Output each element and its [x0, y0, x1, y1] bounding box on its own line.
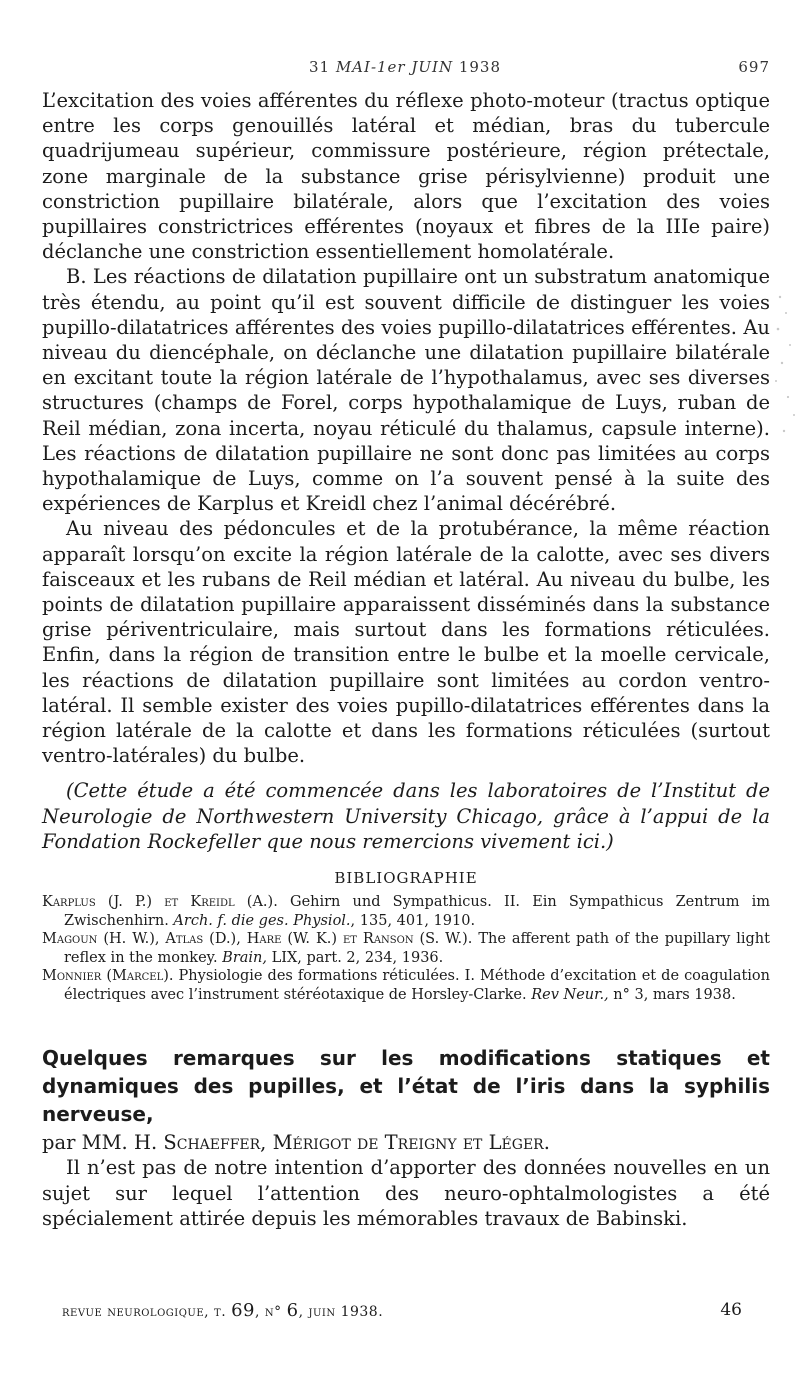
- journal-citation: revue neurologique, t. 69, n° 6, juin 1938.: [62, 1300, 384, 1321]
- reference-journal: Arch. f. die ges. Physiol.: [173, 912, 351, 929]
- page-edge-shadow: [772, 285, 800, 445]
- reference-journal: Rev Neur.,: [531, 986, 609, 1003]
- reference-item: Magoun (H. W.), Atlas (D.), Hare (W. K.) et Ranson (S. W.). The afferent path of the pupillary light reflex in the monkey. Brain, LIX, part. 2, 234, 1936.: [42, 931, 770, 966]
- bibliography-list: [42, 893, 770, 1004]
- bibliography-heading: BIBLIOGRAPHIE: [334, 869, 478, 888]
- date-italic: MAI-1er JUIN: [335, 58, 454, 76]
- reference-item: Karplus (J. P.) et Kreidl (A.). Gehirn und Sympathicus. II. Ein Sympathicus Zentrum im Zwischenhirn. Arch. f. die ges. Physiol., 135, 401, 1910.: [42, 894, 770, 929]
- article-intro: Il n’est pas de notre intention d’apporter des données nouvelles en un sujet sur lequel l’attention des neuro-ophtalmologistes a été spécialement attirée depuis les mémorables travaux de Babinski.: [42, 1156, 770, 1230]
- volume: 69: [231, 1300, 256, 1321]
- reference-item: Monnier (Marcel). Physiologie des formations réticulées. I. Méthode d’excitation et de coagulation électriques avec l’instrument stéréotaxique de Horsley-Clarke. Rev Neur., n° 3, mars 1938.: [42, 968, 770, 1003]
- page-footer: [62, 1300, 742, 1322]
- article-authors: par MM. H. Schaeffer, Mérigot de Treigny et Léger.: [42, 1131, 550, 1155]
- paragraph-pedoncules: Au niveau des pédoncules et de la protubérance, la même réaction apparaît lorsqu’on excite la région latérale de la calotte, avec ses divers faisceaux et les rubans de Reil médian et latéral. Au niveau du bulbe, les points de dilatation pupillaire apparaissent disséminés dans la substance grise périventriculaire, mais surtout dans les formations réticulées. Enfin, dans la région de transition entre le bulbe et la moelle cervicale, les réactions de dilatation pupillaire sont limitées au cordon ventro-latéral. Il semble exister des voies pupillo-dilatatrices efférentes dans la région latérale de la calotte et dans les formations réticulées (surtout ventro-latérales) du bulbe.: [42, 517, 770, 768]
- running-head-date: 31 MAI-1er JUIN 1938: [308, 58, 502, 76]
- author-names: H. Schaeffer, Mérigot de Treigny et Léger.: [133, 1131, 550, 1155]
- paragraph-excitation: L’excitation des voies afférentes du réflexe photo-moteur (tractus optique entre les corps genouillés latéral et médian, bras du tubercule quadrijumeau supérieur, commissure postérieure, région prétectale, zone marginale de la substance grise périsylvienne) produit une constriction pupillaire bilatérale, alors que l’excitation des voies pupillaires constrictrices efférentes (noyaux et fibres de la IIIe paire) déclanche une constriction essentiellement homolatérale.: [42, 89, 770, 264]
- running-head: [40, 58, 770, 80]
- reference-journal: Brain,: [222, 949, 267, 966]
- sheet-number: 46: [720, 1300, 742, 1320]
- issue: 6: [286, 1300, 299, 1321]
- article-title: Quelques remarques sur les modifications statiques et dynamiques des pupilles, et l’état de l’iris dans la syphilis nerveuse,: [42, 1046, 770, 1127]
- acknowledgement: (Cette étude a été commencée dans les laboratoires de l’Institut de Neurologie de Northwestern University Chicago, grâce à l’appui de la Fondation Rockefeller que nous remercions vivement ici.): [42, 779, 770, 853]
- reference-authors: Monnier (Marcel).: [42, 968, 174, 985]
- reference-authors: Karplus (J. P.) et Kreidl (A.).: [42, 894, 278, 911]
- paragraph-dilatation: B. Les réactions de dilatation pupillaire ont un substratum anatomique très étendu, au point qu’il est souvent difficile de distinguer les voies pupillo-dilatatrices afférentes des voies pupillo-dilatatrices efférentes. Au niveau du diencéphale, on déclanche une dilatation pupillaire bilatérale en excitant toute la région latérale de l’hypothalamus, avec ses diverses structures (champs de Forel, corps hypothalamique de Luys, ruban de Reil médian, zona incerta, noyau réticulé du thalamus, capsule interne). Les réactions de dilatation pupillaire ne sont donc pas limitées au corps hypothalamique de Luys, comme on l’a souvent pensé à la suite des expériences de Karplus et Kreidl chez l’animal décérébré.: [42, 265, 770, 516]
- reference-authors: Magoun (H. W.), Atlas (D.), Hare (W. K.) et Ranson (S. W.).: [42, 931, 473, 948]
- page-number: 697: [738, 58, 770, 76]
- page-body: [42, 88, 770, 1231]
